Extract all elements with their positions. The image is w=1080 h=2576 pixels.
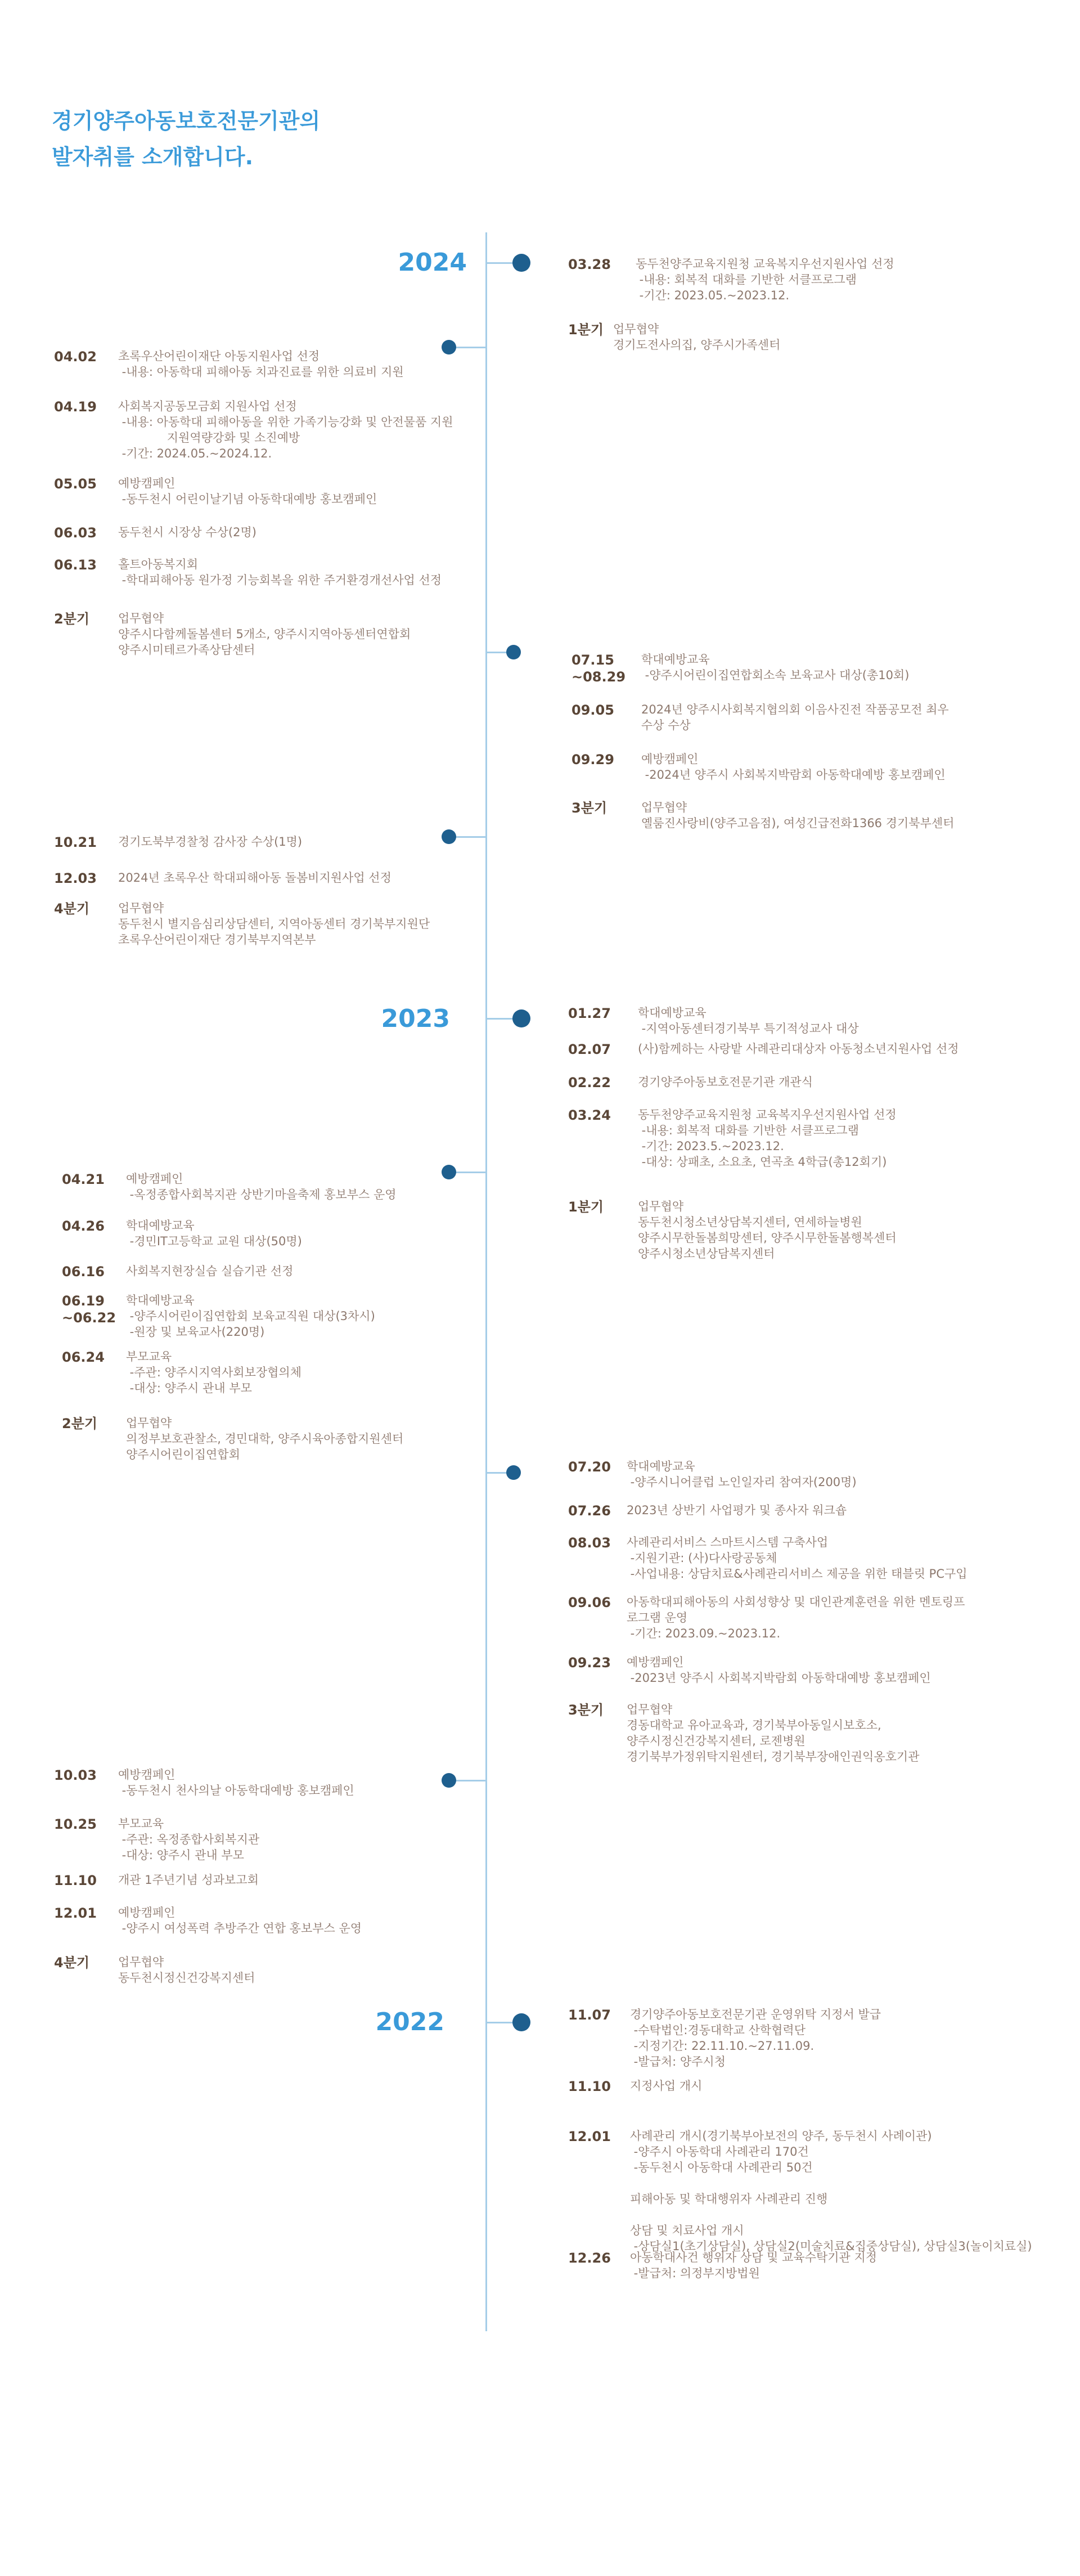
entry-line: 양주시미테르가족상담센터 (118, 643, 255, 657)
entry-line: -내용: 아동학대 피해아동 치과진료를 위한 의료비 지원 (118, 365, 404, 379)
entry-date (568, 1502, 611, 1519)
entry-date-line: 04.21 (62, 1172, 105, 1187)
entry-body (118, 1872, 259, 1888)
entry-body (627, 1458, 857, 1490)
entry-date (572, 652, 626, 685)
entry-body (118, 1905, 362, 1936)
entry-date-line: 11.10 (568, 2079, 611, 2094)
entry-date (568, 1107, 611, 1124)
entry-line: 동두천시정신건강복지센터 (118, 1971, 255, 1985)
entry-line: -원장 및 보육교사(220명) (126, 1325, 265, 1339)
entry-line: -사업내용: 상담치료&사례관리서비스 제공을 위한 태블릿 PC구입 (627, 1567, 968, 1581)
entry-body (118, 524, 256, 540)
entry-line: 초록우산어린이재단 경기북부지역본부 (118, 933, 316, 946)
entry-date-line: 10.25 (54, 1816, 97, 1832)
entry-line: 피해아동 및 학대행위자 사례관리 진행 (630, 2192, 828, 2206)
entry-line: (사)함께하는 사랑밭 사례관리대상자 아동청소년지원사업 선정 (638, 1042, 959, 1056)
entry-body (627, 1654, 931, 1686)
entry-date (54, 475, 97, 492)
entry-line: 예방캠페인 (641, 752, 699, 766)
entry-line: -양주시어린이집연합회 보육교직원 대상(3차시) (126, 1309, 375, 1323)
entry-body (126, 1293, 375, 1340)
entry-line (630, 2175, 1032, 2191)
marker-connector (453, 347, 487, 348)
entry-date-line: 09.29 (572, 752, 614, 768)
entry-date (54, 834, 97, 851)
entry-line: 업무협약 (118, 901, 164, 915)
entry-date-line: 11.07 (568, 2007, 611, 2023)
entry-line: -경민IT고등학교 교원 대상(50명) (126, 1235, 302, 1248)
entry-line: 경기양주아동보호전문기관 개관식 (638, 1075, 813, 1089)
entry-date-line: 04.19 (54, 399, 97, 415)
entry-date-line: 10.21 (54, 834, 97, 850)
marker-dot (512, 2013, 530, 2031)
entry-line: 동두천양주교육지원청 교육복지우선지원사업 선정 (636, 257, 894, 271)
entry-date-line: 09.23 (568, 1655, 611, 1671)
entry-date-line: 07.20 (568, 1459, 611, 1475)
entry-body (126, 1349, 302, 1396)
entry-date (568, 1594, 611, 1611)
entry-date-line: 11.10 (54, 1873, 97, 1888)
entry-line: 부모교육 (118, 1817, 164, 1830)
entry-line: 예방캠페인 (118, 1906, 176, 1919)
entry-body (126, 1263, 293, 1279)
entry-date (54, 1767, 97, 1784)
entry-line: 지원역량강화 및 소진예방 (118, 431, 300, 445)
entry-date-line: ~06.22 (62, 1310, 116, 1326)
entry-line: 동두천시 시장상 수상(2명) (118, 526, 256, 539)
entry-line: 아동학대사건 행위자 상담 및 교육수탁기관 지정 (630, 2251, 878, 2264)
entry-date (62, 1349, 105, 1366)
entry-line: -학대피해아동 원가정 기능회복을 위한 주거환경개선사업 선정 (118, 573, 442, 587)
entry-line: 초록우산어린이재단 아동지원사업 선정 (118, 349, 320, 363)
entry-line: 수상 수상 (641, 719, 691, 732)
entry-line: -주관: 옥정종합사회복지관 (118, 1833, 260, 1846)
entry-date (54, 1872, 97, 1889)
year-label-2024: 2024 (398, 248, 467, 277)
entry-date-line: 07.15 (572, 652, 614, 668)
title-line-2: 발자취를 소개합니다. (52, 145, 254, 169)
entry-date-line: 01.27 (568, 1006, 611, 1021)
entry-line: -동두천시 아동학대 사례관리 50건 (630, 2161, 813, 2174)
entry-date (62, 1293, 116, 1326)
entry-date (572, 800, 607, 816)
entry-date-line: 04.02 (54, 349, 97, 365)
entry-line (630, 2207, 1032, 2223)
entry-date (62, 1171, 105, 1188)
marker-connector (487, 2022, 515, 2023)
entry-date-line: 4분기 (54, 901, 90, 917)
entry-line: 업무협약 (118, 1955, 164, 1969)
entry-body (613, 321, 780, 353)
entry-date (54, 900, 89, 917)
entry-body (118, 475, 377, 507)
timeline-axis (485, 232, 487, 2331)
entry-line: -상담실1(초기상담실), 상담실2(미술치료&집중상담실), 상담실3(놀이치료실) (630, 2240, 1032, 2253)
entry-body (126, 1415, 403, 1462)
entry-date (568, 1005, 611, 1022)
entry-body (641, 800, 954, 831)
entry-line: -2024년 양주시 사회복지박람회 아동학대예방 홍보캠페인 (641, 768, 946, 782)
entry-body (638, 1199, 897, 1262)
marker-connector (453, 836, 487, 838)
entry-date (62, 1218, 105, 1235)
entry-date (568, 1199, 604, 1215)
entry-date-line: 06.24 (62, 1349, 105, 1365)
page-title (52, 103, 320, 175)
entry-line: 옐룸진사랑비(양주고음점), 여성긴급전화1366 경기북부센터 (641, 816, 955, 830)
entry-line: -옥정종합사회복지관 상반기마을축제 홍보부스 운영 (126, 1188, 397, 1201)
entry-date-line: 12.03 (54, 870, 97, 886)
entry-line: -대상: 양주시 관내 부모 (126, 1381, 252, 1395)
entry-line: 사례관리서비스 스마트시스템 구축사업 (627, 1536, 829, 1549)
entry-line: -지정기간: 22.11.10.~27.11.09. (630, 2039, 814, 2053)
entry-date-line: 10.03 (54, 1767, 97, 1783)
entry-line: 상담 및 치료사업 개시 (630, 2224, 744, 2237)
entry-date-line: 06.13 (54, 557, 97, 573)
entry-date (568, 2250, 611, 2267)
entry-line: -기간: 2023.5.~2023.12. (638, 1139, 784, 1153)
entry-line: 개관 1주년기념 성과보고회 (118, 1873, 259, 1887)
entry-date (568, 1534, 611, 1551)
entry-body (630, 2128, 1032, 2254)
entry-line: -대상: 양주시 관내 부모 (118, 1848, 244, 1862)
entry-date-line: 2분기 (54, 611, 90, 627)
entry-date (54, 348, 97, 365)
entry-line: 2024년 양주시사회복지협의회 이음사진전 작품공모전 최우 (641, 703, 949, 716)
entry-line: 양주시다함께돌봄센터 5개소, 양주시지역아동센터연합회 (118, 627, 411, 641)
entry-date (568, 2128, 611, 2145)
entry-line: -수탁법인:경동대학교 산학협력단 (630, 2023, 806, 2037)
entry-date-line: 3분기 (568, 1702, 604, 1718)
entry-line: 학대예방교육 (627, 1460, 695, 1473)
marker-dot (442, 829, 456, 844)
entry-date (62, 1263, 105, 1280)
entry-line: 양주시무한돌봄희망센터, 양주시무한돌봄행복센터 (638, 1231, 897, 1245)
entry-date (54, 524, 97, 541)
entry-line: 홀트아동복지회 (118, 558, 199, 571)
entry-line: 예방캠페인 (627, 1655, 684, 1669)
entry-line: -양주시어린이집연합회소속 보육교사 대상(총10회) (641, 668, 910, 682)
entry-line: 업무협약 (118, 612, 164, 625)
entry-date (572, 751, 614, 768)
entry-date-line: 06.03 (54, 525, 97, 541)
entry-body (641, 652, 909, 683)
entry-body (118, 611, 411, 658)
entry-date (54, 1816, 97, 1833)
entry-body (627, 1594, 965, 1641)
entry-body (638, 1074, 813, 1090)
entry-date (62, 1415, 97, 1432)
entry-body (118, 1816, 259, 1863)
entry-date (568, 1702, 604, 1718)
entry-line: -발급처: 의정부지방법원 (630, 2267, 760, 2280)
entry-date (572, 702, 614, 719)
entry-line: -발급처: 양주시청 (630, 2055, 726, 2068)
entry-line: -2023년 양주시 사회복지박람회 아동학대예방 홍보캠페인 (627, 1671, 931, 1685)
entry-line: 양주시정신건강복지센터, 로젠병원 (627, 1734, 806, 1748)
entry-body (118, 1954, 255, 1986)
entry-line: 아동학대피해아동의 사회성향상 및 대인관계훈련을 위한 멘토링프 (627, 1595, 965, 1609)
entry-line: 동두천시청소년상담복지센터, 연세하늘병원 (638, 1215, 862, 1229)
entry-line: 학대예방교육 (126, 1219, 195, 1232)
entry-line: 동두천시 별지음심리상담센터, 지역아동센터 경기북부지원단 (118, 917, 430, 931)
entry-line: 예방캠페인 (126, 1172, 183, 1186)
entry-date (54, 398, 97, 415)
entry-date-line: 09.06 (568, 1595, 611, 1610)
marker-dot (506, 1465, 521, 1480)
entry-date-line: 2분기 (62, 1416, 98, 1431)
entry-line: 2024년 초록우산 학대피해아동 돌봄비지원사업 선정 (118, 871, 392, 885)
entry-line: 의정부보호관찰소, 경민대학, 양주시육아종합지원센터 (126, 1432, 404, 1446)
entry-body (118, 834, 302, 850)
marker-dot (512, 1009, 530, 1027)
entry-line: 예방캠페인 (118, 477, 176, 490)
entry-line: 지정사업 개시 (630, 2079, 703, 2093)
entry-date-line: 1분기 (568, 1199, 604, 1215)
entry-body (638, 1107, 897, 1170)
entry-line: -기간: 2023.05.~2023.12. (636, 289, 790, 302)
entry-body (118, 348, 404, 380)
entry-body (630, 2250, 877, 2281)
entry-line: 경동대학교 유아교육과, 경기북부아동일시보호소, (627, 1718, 881, 1732)
entry-line: -기간: 2024.05.~2024.12. (118, 447, 272, 460)
entry-line: -지원기관: (사)다사랑공동체 (627, 1551, 777, 1565)
entry-date (568, 321, 604, 338)
marker-dot (442, 1165, 456, 1179)
entry-date (54, 1954, 89, 1971)
entry-date-line: 04.26 (62, 1218, 105, 1234)
entry-date (568, 1074, 611, 1091)
entry-body (118, 1767, 354, 1798)
entry-line: 사회복지공동모금회 지원사업 선정 (118, 400, 297, 413)
entry-date (568, 1458, 611, 1475)
entry-body (118, 870, 392, 886)
entry-line: 학대예방교육 (126, 1294, 195, 1307)
entry-date-line: 1분기 (568, 322, 604, 338)
entry-line: -내용: 회복적 대화를 기반한 서클프로그램 (638, 1124, 859, 1137)
entry-date-line: 3분기 (572, 800, 608, 816)
entry-date-line: 12.26 (568, 2250, 611, 2266)
marker-dot (442, 340, 456, 354)
entry-line: 사례관리 개시(경기북부아보전의 양주, 동두천시 사례이관) (630, 2129, 932, 2143)
entry-body (638, 1041, 959, 1057)
year-label-2023: 2023 (381, 1004, 450, 1033)
entry-line: 부모교육 (126, 1350, 172, 1363)
marker-connector (486, 652, 508, 653)
entry-body (118, 557, 442, 588)
entry-date-line: 05.05 (54, 476, 97, 492)
marker-connector (453, 1780, 487, 1781)
entry-date-line: 09.05 (572, 702, 614, 718)
entry-date (54, 1905, 97, 1922)
entry-line: 경기양주아동보호전문기관 운영위탁 지정서 발급 (630, 2008, 881, 2021)
entry-date (568, 2007, 611, 2023)
entry-line: 경기도북부경찰청 감사장 수상(1명) (118, 835, 303, 849)
entry-line: -내용: 회복적 대화를 기반한 서클프로그램 (636, 273, 857, 286)
entry-line: -양주시 여성폭력 추방주간 연합 홍보부스 운영 (118, 1922, 362, 1935)
entry-line: 업무협약 (638, 1200, 684, 1213)
entry-date-line: 12.01 (54, 1905, 97, 1921)
entry-body (630, 2078, 702, 2094)
year-label-2022: 2022 (375, 2008, 444, 2036)
entry-date-line: 07.26 (568, 1503, 611, 1519)
marker-connector (486, 1472, 508, 1474)
entry-line: 로그램 운영 (627, 1611, 688, 1624)
marker-connector (487, 262, 515, 264)
entry-line: 경기북부가정위탁지원센터, 경기북부장애인권익옹호기관 (627, 1750, 920, 1763)
marker-connector (453, 1172, 487, 1173)
entry-line: -지역아동센터경기북부 특기적성교사 대상 (638, 1022, 859, 1035)
entry-date-line: 06.19 (62, 1293, 105, 1309)
entry-date (54, 557, 97, 573)
entry-line: -내용: 아동학대 피해아동을 위한 가족기능강화 및 안전물품 지원 (118, 415, 453, 429)
entry-line: 2023년 상반기 사업평가 및 종사자 워크숍 (627, 1504, 847, 1517)
entry-line: 업무협약 (641, 801, 687, 814)
entry-line: -동두천시 천사의날 아동학대예방 홍보캠페인 (118, 1784, 354, 1797)
entry-line: 학대예방교육 (638, 1006, 706, 1020)
entry-line: 예방캠페인 (118, 1768, 176, 1781)
entry-line: -동두천시 어린이날기념 아동학대예방 홍보캠페인 (118, 492, 377, 506)
entry-date (54, 870, 97, 887)
marker-dot (442, 1773, 456, 1788)
marker-dot (512, 254, 530, 272)
entry-date-line: 03.24 (568, 1107, 611, 1123)
title-line-1: 경기양주아동보호전문기관의 (52, 109, 321, 133)
entry-line: -양주시니어클럽 노인일자리 참여자(200명) (627, 1475, 857, 1489)
entry-line: 업무협약 (126, 1416, 172, 1430)
entry-date-line: 02.07 (568, 1042, 611, 1057)
entry-line: 사회복지현장실습 실습기관 선정 (126, 1264, 294, 1278)
entry-body (630, 2007, 881, 2070)
entry-line: 동두천양주교육지원청 교육복지우선지원사업 선정 (638, 1108, 897, 1121)
marker-dot (506, 645, 521, 659)
entry-line: -주관: 양주시지역사회보장협의체 (126, 1366, 302, 1379)
entry-date-line: 12.01 (568, 2129, 611, 2144)
entry-line: 업무협약 (613, 322, 659, 336)
entry-date-line: 4분기 (54, 1955, 90, 1971)
entry-body (118, 900, 430, 948)
marker-connector (487, 1018, 515, 1020)
entry-line: -양주시 아동학대 사례관리 170건 (630, 2145, 809, 2158)
entry-body (636, 256, 894, 303)
entry-line: 경기도전사의집, 양주시가족센터 (613, 338, 781, 352)
entry-date-line: ~08.29 (572, 669, 626, 685)
entry-body (641, 702, 949, 733)
entry-line: 학대예방교육 (641, 653, 710, 666)
entry-line: 양주시청소년상담복지센터 (638, 1247, 775, 1260)
entry-line: 양주시어린이집연합회 (126, 1448, 240, 1461)
entry-body (627, 1534, 968, 1582)
entry-date-line: 03.28 (568, 257, 611, 272)
entry-body (126, 1171, 397, 1202)
entry-date-line: 08.03 (568, 1535, 611, 1551)
entry-body (118, 398, 453, 461)
entry-body (627, 1502, 847, 1518)
entry-line: -기간: 2023.09.~2023.12. (627, 1627, 781, 1640)
entry-body (641, 751, 946, 783)
entry-line: -대상: 상패초, 소요초, 연곡초 4학급(총12회기) (638, 1155, 887, 1169)
entry-body (126, 1218, 302, 1249)
entry-date (54, 611, 89, 627)
entry-date-line: 02.22 (568, 1075, 611, 1090)
entry-date-line: 06.16 (62, 1264, 105, 1280)
entry-body (638, 1005, 859, 1036)
entry-date (568, 1041, 611, 1058)
entry-body (627, 1702, 920, 1765)
entry-date (568, 1654, 611, 1671)
entry-date (568, 2078, 611, 2095)
entry-line: 업무협약 (627, 1703, 673, 1716)
entry-date (568, 256, 611, 273)
